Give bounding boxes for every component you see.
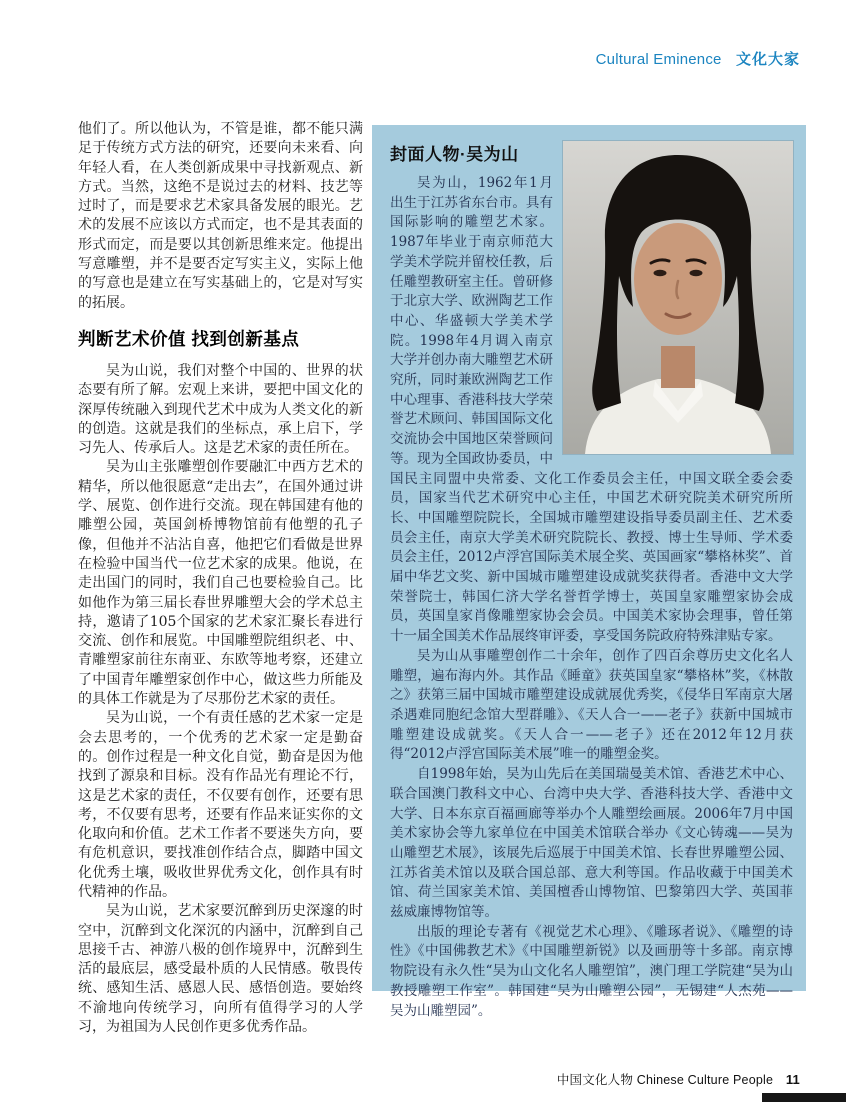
article-paragraph: 吴为山主张雕塑创作要融汇中西方艺术的精华，所以他很愿意“走出去”，在国外通过讲学、展览、创作进行交流。现在韩国建有他的雕塑公园，英国剑桥博物馆前有他塑的孔子像，但他并不沾沾自喜，他把它们看做是世界在检验中国当代一位艺术家的成果。他说，在走出国门的同时，我们自己也要检验自己。比如他作为第三届长春世界雕塑大会的学术总主持，邀请了105个国家的艺术家汇聚长春进行交流、创作和展览。中国雕塑院组织老、中、青雕塑家前往东南亚、东欧等地考察，还建立了中国青年雕塑家创作中心，做这些力所能及的具体工作就是为了尽那份艺术家的责任。: [78, 459, 363, 708]
article-section-heading: 判断艺术价值 找到创新基点: [78, 328, 300, 349]
section-header: [596, 48, 800, 69]
article-lead-paragraph: 他们了。所以他认为，不管是谁，都不能只满足于传统方式方法的研究，还要向未来看、向年轻人看，在人类创新成果中寻找新观点、新方式。当然，这绝不是说过去的材料、技艺等过时了，而是要求艺术家具备发展的眼光。艺术的发展不应该以方式而定，也不是其表面的形式而定，而是要以其创新思维来定。他提出写意雕塑，并不是要否定写实主义，实际上他的写意也是建立在写实基础上的，它是对写实的拓展。: [78, 121, 363, 311]
bio-paragraph: 自1998年始，吴为山先后在美国瑞曼美术馆、香港艺术中心、联合国澳门教科文中心、台湾中央大学、香港科技大学、香港中文大学、日本东京百福画廊等举办个人雕塑绘画展。2006年7月中国美术家协会等九家单位在中国美术馆联合举办《文心铸魂——吴为山雕塑艺术展》，该展先后巡展于中国美术馆、长春世界雕塑公园、江苏省美术馆以及联合国总部、意大利等国。作品收藏于中国美术馆、荷兰国家美术馆、美国檀香山博物馆、巴黎第四大学、英国菲兹威廉博物馆等。: [390, 766, 793, 921]
bio-paragraph: 吴为山从事雕塑创作二十余年，创作了四百余尊历史文化名人雕塑，遍布海内外。其作品《睡童》获英国皇家“攀格林”奖，《林散之》获第三届中国城市雕塑建设成就展优秀奖，《侵华日军南京大屠杀遇难同胞纪念馆大型群雕》、《天人合一——老子》获新中国城市雕塑建设成就奖。《天人合一——老子》还在2012年12月获得“2012卢浮宫国际美术展”唯一的雕塑金奖。: [390, 647, 793, 763]
footer-journal-english: Chinese Culture People: [636, 1073, 774, 1087]
section-header-english: Cultural Eminence: [595, 51, 722, 68]
cover-person-box: [372, 125, 806, 1019]
footer-corner-bar: [762, 1093, 846, 1102]
portrait-illustration: [563, 141, 793, 454]
article-paragraph: 吴为山说，艺术家要沉醉到历史深邃的时空中，沉醉到文化深沉的内涵中，沉醉到自己思接千古、神游八极的创作境界中，沉醉到生活的最底层，感受最朴质的人民情感。敬畏传统、感知生活、感恩人民、感悟创造。要始终不渝地向传统学习，向所有值得学习的人学习，为祖国为人民创作更多优秀作品。: [78, 903, 363, 1036]
bio-paragraph: 吴为山，1962年1月出生于江苏省东台市。具有国际影响的雕塑艺术家。1987年毕业于南京师范大学美术学院并留校任教，后任雕塑教研室主任。曾研修于北京大学、欧洲陶艺工作中心、华盛顿大学美术学院。1998年4月调入南京大学并创办南大雕塑艺术研究所，同时兼欧洲陶艺工作中心理事、香港科技大学荣誉艺术顾问、韩国国际文化交流协会中国地区荣誉顾问等。现为全国政协委员，中国民主同盟中央常委、文化工作委员会主任，中国文联全委会委员，国家当代艺术研究中心主任，中国艺术研究院美术研究所所长、中国雕塑院院长，全国城市雕塑建设指导委员副主任、艺术委员会主任，南京大学美术研究院院长、教授、博士生导师、学术委员会主任，2012卢浮宫国际美术展全奖、英国画家“攀格林奖”、首届中华艺文奖、新中国城市雕塑建设成就奖获得者。香港中文大学荣誉院士，韩国仁济大学名誉哲学博士，英国皇家雕塑家协会成员，英国皇家肖像雕塑家协会会员。中国美术家协会理事，曾任第十一届全国美术作品展终审评委，享受国务院政府特殊津贴专家。: [390, 175, 793, 645]
cover-photo: [563, 141, 793, 454]
article-paragraph: 吴为山说，一个有责任感的艺术家一定是会去思考的，一个优秀的艺术家一定是勤奋的。创作过程是一种文化自觉，勤奋是因为他找到了源泉和目标。没有作品光有理论不行，这是艺术家的责任，不仅要有创作，还要有思考，不仅要有思考，还要有作品来证实你的文化取向和价值。艺术工作者不要迷失方向，要有危机意识，要找准创作结合点，脚踏中国文化优秀土壤，吸收世界优秀文化，创作具有时代精神的作品。: [78, 710, 363, 900]
bio-paragraph: 出版的理论专著有《视觉艺术心理》、《雕琢者说》、《雕塑的诗性》《中国佛教艺术》《中国雕塑新锐》以及画册等十多部。南京博物院设有永久性“吴为山文化名人雕塑馆”，澳门理工学院建“吴为山教授雕塑工作室”。韩国建“吴为山雕塑公园”，无锡建“人杰苑——吴为山雕塑园”。: [390, 923, 793, 1019]
article-column: [78, 120, 363, 1037]
footer-journal-chinese: 中国文化人物: [556, 1073, 634, 1087]
article-paragraph: 吴为山说，我们对整个中国的、世界的状态要有所了解。宏观上来讲，要把中国文化的深厚传统融入到现代艺术中成为人类文化的新的创造。这就是我们的坐标点，承上启下，学习先人、传承后人。这是艺术家的责任所在。: [78, 362, 363, 457]
cover-person-title: 封面人物·吴为山: [390, 145, 519, 164]
section-header-chinese: 文化大家: [735, 51, 800, 68]
page-number: 11: [785, 1072, 800, 1087]
page-footer: [557, 1070, 800, 1088]
